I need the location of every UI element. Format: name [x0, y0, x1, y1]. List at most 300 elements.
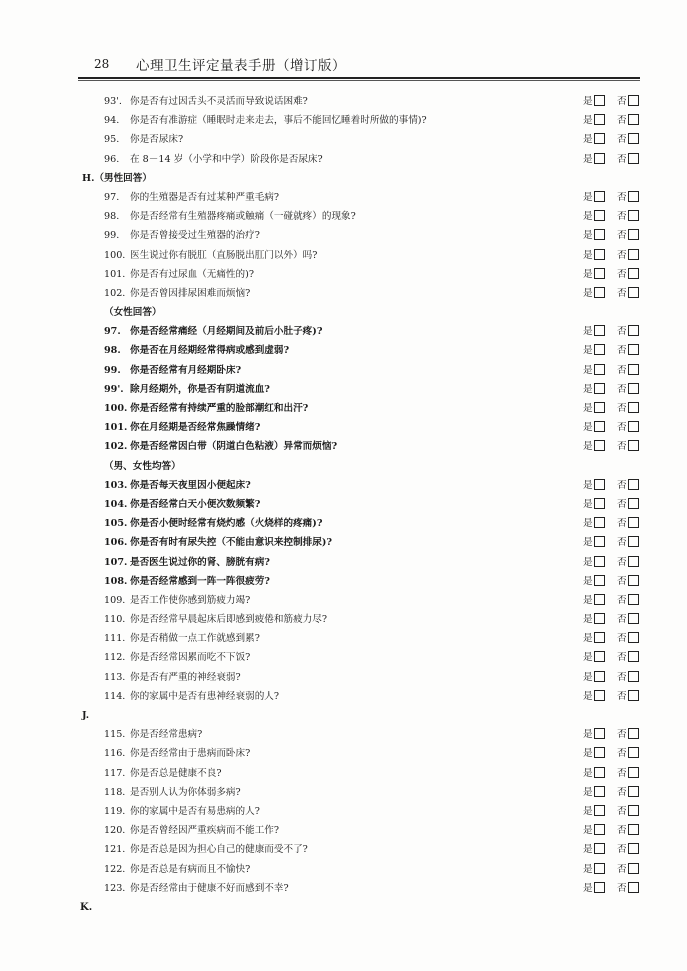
- yes-option: [583, 744, 605, 763]
- no-option: [617, 265, 639, 284]
- no-option: [617, 476, 639, 495]
- no-option: [617, 610, 639, 629]
- yes-option: [583, 783, 605, 802]
- yes-label: 是: [583, 729, 593, 741]
- yes-label: 是: [583, 230, 593, 242]
- yes-checkbox[interactable]: [594, 210, 605, 221]
- question-number: 112.: [104, 652, 126, 664]
- answer-options: [583, 687, 647, 706]
- yes-label: 是: [583, 498, 593, 510]
- no-label: 否: [617, 345, 627, 357]
- yes-label: 是: [583, 191, 593, 203]
- no-checkbox[interactable]: [628, 556, 639, 567]
- question-text: 除月经期外，你是否有阴道流血?: [130, 383, 270, 395]
- question-row: [82, 265, 642, 284]
- yes-checkbox[interactable]: [594, 383, 605, 394]
- subsection-heading: [82, 303, 642, 322]
- answer-options: [583, 610, 647, 629]
- no-checkbox[interactable]: [628, 479, 639, 490]
- yes-option: [583, 591, 605, 610]
- yes-checkbox[interactable]: [594, 575, 605, 586]
- question-number: 96.: [104, 153, 120, 165]
- yes-checkbox[interactable]: [594, 632, 605, 643]
- question-text: 你是否曾经因严重疾病而不能工作?: [130, 825, 280, 837]
- question-row: [82, 361, 642, 380]
- no-label: 否: [617, 518, 627, 530]
- yes-checkbox[interactable]: [594, 153, 605, 164]
- question-number: 99.: [104, 230, 120, 242]
- yes-option: [583, 821, 605, 840]
- yes-label: 是: [583, 748, 593, 760]
- question-text: 你是否有严重的神经衰弱?: [130, 671, 241, 683]
- yes-option: [583, 130, 605, 149]
- yes-checkbox[interactable]: [594, 594, 605, 605]
- no-checkbox[interactable]: [628, 517, 639, 528]
- question-text: 你是否经常感到一阵一阵很疲劳?: [130, 575, 270, 587]
- question-row: [82, 246, 642, 265]
- no-checkbox[interactable]: [628, 863, 639, 874]
- no-checkbox[interactable]: [628, 594, 639, 605]
- yes-option: [583, 553, 605, 572]
- yes-label: 是: [583, 249, 593, 261]
- yes-label: 是: [583, 96, 593, 107]
- yes-checkbox[interactable]: [594, 133, 605, 144]
- no-checkbox[interactable]: [628, 325, 639, 336]
- question-number: 113.: [104, 671, 126, 683]
- question-number: 119.: [104, 805, 126, 817]
- yes-label: 是: [583, 383, 593, 395]
- no-label: 否: [617, 96, 627, 107]
- no-option: [617, 821, 639, 840]
- no-option: [617, 188, 639, 207]
- question-row: [82, 668, 642, 687]
- question-row: [82, 226, 642, 245]
- no-label: 否: [617, 403, 627, 414]
- yes-checkbox[interactable]: [594, 786, 605, 797]
- question-row: [82, 111, 642, 130]
- no-checkbox[interactable]: [628, 364, 639, 375]
- question-text: 医生说过你有脱肛（直肠脱出肛门以外）吗?: [130, 249, 318, 261]
- no-option: [617, 207, 639, 226]
- yes-label: 是: [583, 786, 593, 798]
- subsection-heading: [82, 457, 642, 476]
- question-number: 100.: [104, 403, 128, 414]
- yes-label: 是: [583, 594, 593, 606]
- yes-option: [583, 879, 605, 898]
- no-checkbox[interactable]: [628, 153, 639, 164]
- answer-options: [583, 783, 647, 802]
- yes-checkbox[interactable]: [594, 287, 605, 298]
- yes-label: 是: [583, 115, 593, 127]
- no-option: [617, 668, 639, 687]
- answer-options: [583, 821, 647, 840]
- no-checkbox[interactable]: [628, 728, 639, 739]
- yes-option: [583, 341, 605, 360]
- yes-checkbox[interactable]: [594, 690, 605, 701]
- no-label: 否: [617, 364, 627, 376]
- question-row: [82, 687, 642, 706]
- no-option: [617, 648, 639, 667]
- yes-label: 是: [583, 844, 593, 856]
- yes-label: 是: [583, 556, 593, 568]
- no-checkbox[interactable]: [628, 632, 639, 643]
- subsection-heading-text: （女性回答）: [104, 307, 162, 319]
- yes-checkbox[interactable]: [594, 536, 605, 547]
- yes-label: 是: [583, 863, 593, 875]
- yes-checkbox[interactable]: [594, 402, 605, 413]
- question-row: [82, 92, 642, 111]
- no-checkbox[interactable]: [628, 882, 639, 893]
- question-text: 在 8－14 岁（小学和中学）阶段你是否尿床?: [130, 153, 323, 165]
- yes-option: [583, 226, 605, 245]
- question-text: 你是否经常有月经期卧床?: [130, 364, 242, 376]
- answer-options: [583, 418, 647, 437]
- question-number: 99.: [104, 364, 121, 376]
- question-row: [82, 284, 642, 303]
- no-option: [617, 840, 639, 859]
- answer-options: [583, 668, 647, 687]
- question-text: 你是否总是有病而且不愉快?: [130, 863, 251, 875]
- question-row: [82, 533, 642, 552]
- no-option: [617, 764, 639, 783]
- answer-options: [583, 591, 647, 610]
- yes-label: 是: [583, 268, 593, 280]
- question-number: 107.: [104, 556, 128, 568]
- question-text: 你是否稍做一点工作就感到累?: [130, 633, 260, 645]
- book-title: 心理卫生评定量表手册（增订版）: [136, 58, 346, 74]
- question-number: 101.: [104, 422, 128, 434]
- question-text: 你是否经常由于健康不好而感到不幸?: [130, 882, 289, 894]
- yes-label: 是: [583, 211, 593, 223]
- no-option: [617, 783, 639, 802]
- question-text: 你的家属中是否有患神经衰弱的人?: [130, 690, 280, 702]
- yes-checkbox[interactable]: [594, 613, 605, 624]
- yes-checkbox[interactable]: [594, 344, 605, 355]
- no-checkbox[interactable]: [628, 498, 639, 509]
- answer-options: [583, 648, 647, 667]
- yes-option: [583, 92, 605, 111]
- yes-checkbox[interactable]: [594, 421, 605, 432]
- question-text: 你是否小便时经常有烧灼感（火烧样的疼痛)?: [130, 518, 323, 530]
- no-label: 否: [617, 249, 627, 261]
- question-row: [82, 764, 642, 783]
- question-text: 你是否曾因排尿困难而烦恼?: [130, 287, 251, 299]
- answer-options: [583, 476, 647, 495]
- section-heading-text: H.（男性回答）: [82, 172, 152, 184]
- yes-option: [583, 150, 605, 169]
- no-label: 否: [617, 825, 627, 837]
- yes-checkbox[interactable]: [594, 747, 605, 758]
- question-number: 115.: [104, 729, 126, 741]
- yes-label: 是: [583, 134, 593, 146]
- answer-options: [583, 380, 647, 399]
- no-checkbox[interactable]: [628, 133, 639, 144]
- no-label: 否: [617, 287, 627, 299]
- no-checkbox[interactable]: [628, 575, 639, 586]
- page-header: [78, 52, 640, 74]
- yes-label: 是: [583, 614, 593, 626]
- yes-checkbox[interactable]: [594, 249, 605, 260]
- question-text: 你是否有准游症（睡眠时走来走去，事后不能回忆睡着时所做的事情)?: [130, 115, 427, 127]
- question-number: 102.: [104, 441, 128, 453]
- yes-option: [583, 418, 605, 437]
- yes-label: 是: [583, 479, 593, 491]
- no-option: [617, 380, 639, 399]
- yes-option: [583, 725, 605, 744]
- yes-option: [583, 399, 605, 418]
- no-option: [617, 130, 639, 149]
- yes-checkbox[interactable]: [594, 479, 605, 490]
- yes-checkbox[interactable]: [594, 114, 605, 125]
- yes-option: [583, 265, 605, 284]
- answer-options: [583, 265, 647, 284]
- no-checkbox[interactable]: [628, 805, 639, 816]
- no-label: 否: [617, 422, 627, 434]
- no-checkbox[interactable]: [628, 651, 639, 662]
- yes-checkbox[interactable]: [594, 651, 605, 662]
- yes-checkbox[interactable]: [594, 325, 605, 336]
- question-text: 你是否经常早晨起床后即感到疲倦和筋疲力尽?: [130, 614, 328, 626]
- yes-checkbox[interactable]: [594, 498, 605, 509]
- question-text: 你是否有过尿血（无痛性的)?: [130, 268, 255, 280]
- no-checkbox[interactable]: [628, 786, 639, 797]
- section-heading: [82, 169, 642, 188]
- question-row: [82, 476, 642, 495]
- no-checkbox[interactable]: [628, 268, 639, 279]
- answer-options: [583, 764, 647, 783]
- question-text: 你是否在月经期经常得病或感到虚弱?: [130, 345, 290, 357]
- question-row: [82, 572, 642, 591]
- answer-options: [583, 744, 647, 763]
- no-option: [617, 322, 639, 341]
- question-number: 103.: [104, 479, 128, 491]
- yes-checkbox[interactable]: [594, 517, 605, 528]
- question-number: 102.: [104, 287, 126, 299]
- question-row: [82, 860, 642, 879]
- question-row: [82, 821, 642, 840]
- answer-options: [583, 341, 647, 360]
- yes-checkbox[interactable]: [594, 268, 605, 279]
- question-number: 116.: [104, 748, 126, 760]
- yes-checkbox[interactable]: [594, 767, 605, 778]
- no-checkbox[interactable]: [628, 671, 639, 682]
- answer-options: [583, 322, 647, 341]
- no-label: 否: [617, 671, 627, 683]
- no-option: [617, 150, 639, 169]
- yes-checkbox[interactable]: [594, 824, 605, 835]
- yes-label: 是: [583, 364, 593, 376]
- yes-option: [583, 860, 605, 879]
- yes-label: 是: [583, 153, 593, 165]
- yes-option: [583, 188, 605, 207]
- question-number: 111.: [104, 633, 126, 645]
- yes-checkbox[interactable]: [594, 863, 605, 874]
- no-label: 否: [617, 729, 627, 741]
- no-option: [617, 591, 639, 610]
- question-number: 120.: [104, 825, 126, 837]
- no-option: [617, 553, 639, 572]
- question-row: [82, 744, 642, 763]
- no-checkbox[interactable]: [628, 344, 639, 355]
- question-text: 你是否有时有尿失控（不能由意识来控制排尿)?: [130, 537, 333, 549]
- no-label: 否: [617, 441, 627, 453]
- answer-options: [583, 188, 647, 207]
- no-option: [617, 437, 639, 456]
- question-row: [82, 591, 642, 610]
- question-number: 118.: [104, 786, 126, 798]
- question-text: 你是否经常由于患病而卧床?: [130, 748, 251, 760]
- question-text: 你是否经常患病?: [130, 729, 203, 741]
- yes-option: [583, 648, 605, 667]
- no-checkbox[interactable]: [628, 747, 639, 758]
- yes-checkbox[interactable]: [594, 805, 605, 816]
- answer-options: [583, 226, 647, 245]
- questionnaire-list: [82, 92, 642, 898]
- answer-options: [583, 533, 647, 552]
- yes-checkbox[interactable]: [594, 229, 605, 240]
- no-option: [617, 226, 639, 245]
- question-row: [82, 648, 642, 667]
- no-label: 否: [617, 805, 627, 817]
- no-checkbox[interactable]: [628, 229, 639, 240]
- yes-option: [583, 533, 605, 552]
- no-checkbox[interactable]: [628, 249, 639, 260]
- question-number: 123.: [104, 882, 126, 894]
- no-label: 否: [617, 556, 627, 568]
- answer-options: [583, 860, 647, 879]
- question-number: 94.: [104, 115, 120, 127]
- no-label: 否: [617, 134, 627, 146]
- no-checkbox[interactable]: [628, 767, 639, 778]
- yes-checkbox[interactable]: [594, 556, 605, 567]
- yes-checkbox[interactable]: [594, 95, 605, 106]
- no-label: 否: [617, 211, 627, 223]
- yes-label: 是: [583, 825, 593, 837]
- no-option: [617, 572, 639, 591]
- question-number: 99'.: [104, 383, 124, 395]
- no-checkbox[interactable]: [628, 824, 639, 835]
- yes-checkbox[interactable]: [594, 728, 605, 739]
- no-checkbox[interactable]: [628, 613, 639, 624]
- answer-options: [583, 111, 647, 130]
- no-label: 否: [617, 268, 627, 280]
- no-label: 否: [617, 191, 627, 203]
- no-checkbox[interactable]: [628, 421, 639, 432]
- no-label: 否: [617, 575, 627, 587]
- yes-checkbox[interactable]: [594, 843, 605, 854]
- question-number: 121.: [104, 844, 126, 856]
- header-rule-thin: [78, 80, 640, 81]
- question-row: [82, 629, 642, 648]
- question-row: [82, 553, 642, 572]
- section-heading-k: K.: [80, 902, 93, 913]
- no-checkbox[interactable]: [628, 95, 639, 106]
- question-number: 97.: [104, 326, 121, 338]
- yes-label: 是: [583, 345, 593, 357]
- answer-options: [583, 725, 647, 744]
- question-number: 108.: [104, 575, 128, 587]
- answer-options: [583, 437, 647, 456]
- yes-checkbox[interactable]: [594, 671, 605, 682]
- yes-label: 是: [583, 652, 593, 664]
- yes-option: [583, 380, 605, 399]
- no-checkbox[interactable]: [628, 210, 639, 221]
- yes-option: [583, 687, 605, 706]
- question-number: 100.: [104, 249, 126, 261]
- question-row: [82, 418, 642, 437]
- question-row: [82, 783, 642, 802]
- yes-checkbox[interactable]: [594, 440, 605, 451]
- no-checkbox[interactable]: [628, 287, 639, 298]
- question-number: 104.: [104, 498, 128, 510]
- question-number: 93'.: [104, 96, 122, 107]
- question-row: [82, 322, 642, 341]
- question-row: [82, 437, 642, 456]
- no-checkbox[interactable]: [628, 536, 639, 547]
- yes-checkbox[interactable]: [594, 882, 605, 893]
- question-number: 117.: [104, 767, 126, 779]
- answer-options: [583, 840, 647, 859]
- no-checkbox[interactable]: [628, 402, 639, 413]
- no-checkbox[interactable]: [628, 383, 639, 394]
- question-text: 你是否总是因为担心自己的健康而受不了?: [130, 844, 308, 856]
- question-row: [82, 380, 642, 399]
- no-label: 否: [617, 690, 627, 702]
- no-label: 否: [617, 786, 627, 798]
- no-checkbox[interactable]: [628, 440, 639, 451]
- question-text: 你是否每天夜里因小便起床?: [130, 479, 251, 491]
- subsection-heading-text: （男、女性均答）: [104, 460, 181, 472]
- yes-option: [583, 207, 605, 226]
- yes-option: [583, 802, 605, 821]
- answer-options: [583, 572, 647, 591]
- question-text: 你是否经常痛经（月经期间及前后小肚子疼)?: [130, 326, 323, 338]
- question-number: 101.: [104, 268, 126, 280]
- section-heading-text: J.: [82, 710, 90, 721]
- no-option: [617, 533, 639, 552]
- no-label: 否: [617, 614, 627, 626]
- yes-option: [583, 840, 605, 859]
- yes-checkbox[interactable]: [594, 364, 605, 375]
- no-label: 否: [617, 748, 627, 760]
- question-text: 是否医生说过你的肾、膀胱有病?: [130, 556, 270, 568]
- question-text: 你是否经常白天小便次数频繁?: [130, 498, 261, 510]
- yes-option: [583, 111, 605, 130]
- yes-label: 是: [583, 671, 593, 683]
- no-checkbox[interactable]: [628, 843, 639, 854]
- question-number: 105.: [104, 518, 128, 530]
- question-row: [82, 802, 642, 821]
- no-checkbox[interactable]: [628, 690, 639, 701]
- yes-checkbox[interactable]: [594, 191, 605, 202]
- question-text: 你是否经常因白带（阴道白色粘液）异常而烦恼?: [130, 441, 338, 453]
- yes-label: 是: [583, 326, 593, 338]
- question-row: [82, 188, 642, 207]
- yes-option: [583, 764, 605, 783]
- no-option: [617, 514, 639, 533]
- no-label: 否: [617, 498, 627, 510]
- yes-option: [583, 322, 605, 341]
- question-text: 是否工作使你感到筋疲力竭?: [130, 594, 251, 606]
- question-text: 是否别人认为你体弱多病?: [130, 786, 241, 798]
- yes-option: [583, 610, 605, 629]
- yes-label: 是: [583, 287, 593, 299]
- question-row: [82, 399, 642, 418]
- no-checkbox[interactable]: [628, 191, 639, 202]
- no-option: [617, 860, 639, 879]
- question-number: 95.: [104, 134, 120, 146]
- no-checkbox[interactable]: [628, 114, 639, 125]
